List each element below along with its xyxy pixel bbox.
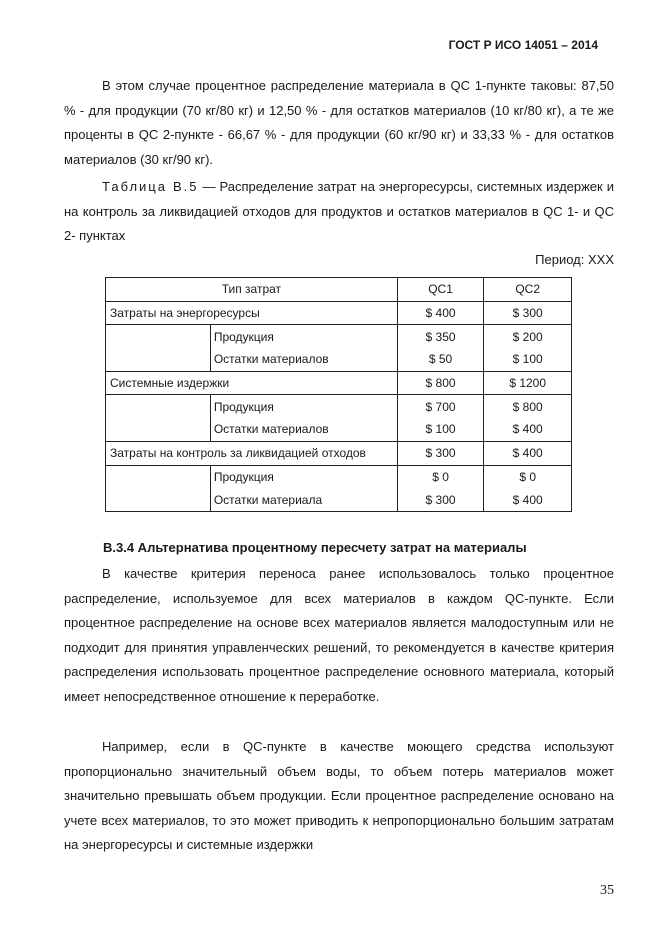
row-label: Остатки материалов	[210, 418, 397, 441]
group-name: Затраты на контроль за ликвидацией отходов	[106, 441, 398, 465]
row-qc2: $ 400	[484, 418, 572, 441]
table-caption-label: Таблица В.5	[102, 179, 199, 194]
row-qc1: $ 0	[397, 465, 484, 488]
row-qc2: $ 0	[484, 465, 572, 488]
header-qc2: QC2	[484, 278, 572, 302]
group-qc1: $ 800	[397, 371, 484, 395]
table-row	[106, 465, 572, 488]
row-label: Продукция	[210, 465, 397, 488]
group-qc1: $ 400	[397, 301, 484, 325]
row-qc1: $ 350	[397, 325, 484, 348]
indent-cell	[106, 465, 211, 511]
row-qc1: $ 700	[397, 395, 484, 418]
group-name: Системные издержки	[106, 371, 398, 395]
row-qc1: $ 50	[397, 348, 484, 371]
row-label: Продукция	[210, 395, 397, 418]
group-qc1: $ 300	[397, 441, 484, 465]
table-row	[106, 325, 572, 348]
section-title: В.3.4 Альтернатива процентному пересчету затрат на материалы	[103, 540, 527, 555]
indent-cell	[106, 325, 211, 371]
row-qc2: $ 200	[484, 325, 572, 348]
group-qc2: $ 300	[484, 301, 572, 325]
table-group-row	[106, 301, 572, 325]
row-qc2: $ 100	[484, 348, 572, 371]
table-group-row	[106, 371, 572, 395]
page-number: 35	[600, 883, 614, 898]
cost-allocation-table	[105, 277, 572, 512]
period-label: Период: XXX	[535, 252, 614, 267]
row-label: Остатки материалов	[210, 348, 397, 371]
paragraph-example: Например, если в QC-пункте в качестве моющего средства используют пропорционально значительный объем воды, то объем потерь материалов может значительно превышать объем продукции. Если процентное распределение основано на учете всех материалов, то это может приводить к непропорционально большим затратам на энергоресурсы и системные издержки	[64, 739, 614, 853]
header-qc1: QC1	[397, 278, 484, 302]
indent-cell	[106, 395, 211, 441]
paragraph-percent-distribution: В этом случае процентное распределение материала в QC 1-пункте таковы: 87,50 % - для продукции (70 кг/80 кг) и 12,50 % - для остатков материалов (10 кг/80 кг), а те же проценты в QC 2-пункте - 66,67 % - для продукции (60 кг/90 кг) и 33,33 % - для остатков материалов (30 кг/90 кг).	[64, 78, 614, 167]
paragraph-transfer-criterion: В качестве критерия переноса ранее использовалось только процентное распределение, используемое для всех материалов в каждом QC-пункте. Если процентное распределение на основе всех материалов является малодоступным или не подходит для принятия управленческих решений, то рекомендуется в качестве критерия распределения использовать процентное распределение основного материала, который имеет непосредственное отношение к переработке.	[64, 566, 614, 704]
table-header-row	[106, 278, 572, 302]
row-qc2: $ 800	[484, 395, 572, 418]
table-row	[106, 395, 572, 418]
table-caption-text: — Распределение затрат на энергоресурсы, системных издержек и на контроль за ликвидацией отходов для продуктов и остатков материалов в QC 1- и QC 2- пунктах	[64, 179, 614, 244]
group-name: Затраты на энергоресурсы	[106, 301, 398, 325]
row-qc1: $ 100	[397, 418, 484, 441]
row-label: Продукция	[210, 325, 397, 348]
group-qc2: $ 1200	[484, 371, 572, 395]
row-qc2: $ 400	[484, 488, 572, 511]
group-qc2: $ 400	[484, 441, 572, 465]
header-cost-type: Тип затрат	[106, 278, 398, 302]
row-label: Остатки материала	[210, 488, 397, 511]
row-qc1: $ 300	[397, 488, 484, 511]
document-header: ГОСТ Р ИСО 14051 – 2014	[448, 38, 598, 52]
table-group-row	[106, 441, 572, 465]
table-caption	[64, 175, 614, 249]
